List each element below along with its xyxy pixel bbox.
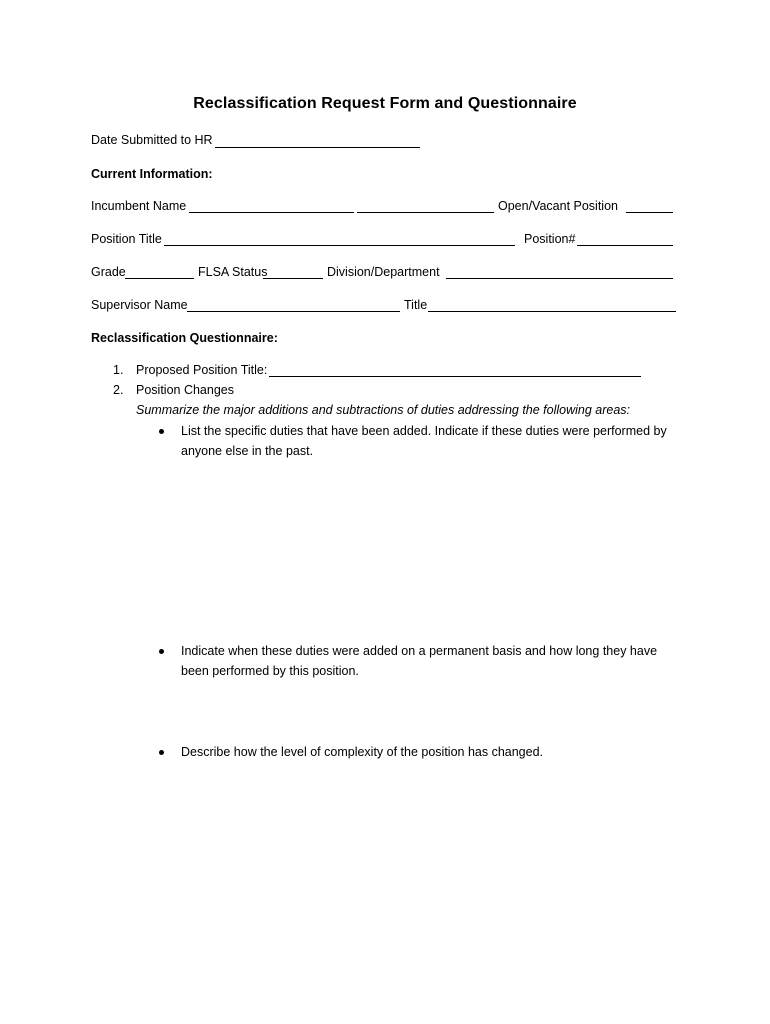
question-number: 2. — [113, 383, 124, 397]
incumbent-name-field[interactable] — [189, 212, 354, 213]
open-vacant-field[interactable] — [626, 212, 673, 213]
position-title-label: Position Title — [91, 232, 162, 246]
proposed-position-title-field[interactable] — [269, 376, 641, 377]
open-vacant-label: Open/Vacant Position — [498, 199, 618, 213]
grade-field[interactable] — [125, 278, 194, 279]
position-title-field[interactable] — [164, 245, 515, 246]
question-number: 1. — [113, 363, 124, 377]
division-department-label: Division/Department — [327, 265, 440, 279]
bullet-icon — [159, 429, 164, 434]
supervisor-name-label: Supervisor Name — [91, 298, 188, 312]
incumbent-name-label: Incumbent Name — [91, 199, 187, 213]
position-number-field[interactable] — [577, 245, 673, 246]
division-department-field[interactable] — [446, 278, 673, 279]
position-number-label: Position# — [524, 232, 576, 246]
supervisor-title-label: Title — [404, 298, 428, 312]
supervisor-title-field[interactable] — [428, 311, 676, 312]
bullet-text: anyone else in the past. — [181, 444, 314, 458]
grade-label: Grade — [91, 265, 126, 279]
date-submitted-label: Date Submitted to HR — [91, 133, 213, 147]
questionnaire-heading: Reclassification Questionnaire: — [91, 331, 278, 345]
bullet-icon — [159, 649, 164, 654]
proposed-position-title-label: Proposed Position Title: — [136, 363, 268, 377]
summary-instruction: Summarize the major additions and subtractions of duties addressing the following areas: — [136, 403, 631, 417]
date-submitted-field[interactable] — [215, 147, 420, 148]
incumbent-name-field-2[interactable] — [357, 212, 494, 213]
bullet-text: Describe how the level of complexity of the position has changed. — [181, 745, 544, 759]
bullet-text: List the specific duties that have been added. Indicate if these duties were performed by — [181, 424, 667, 438]
bullet-icon — [159, 750, 164, 755]
current-info-heading: Current Information: — [91, 167, 213, 181]
bullet-text: been performed by this position. — [181, 664, 359, 678]
supervisor-name-field[interactable] — [187, 311, 400, 312]
flsa-status-field[interactable] — [263, 278, 323, 279]
position-changes-label: Position Changes — [136, 383, 234, 397]
flsa-status-label: FLSA Status — [198, 265, 268, 279]
form-title: Reclassification Request Form and Questionnaire — [193, 95, 577, 112]
bullet-text: Indicate when these duties were added on a permanent basis and how long they have — [181, 644, 658, 658]
